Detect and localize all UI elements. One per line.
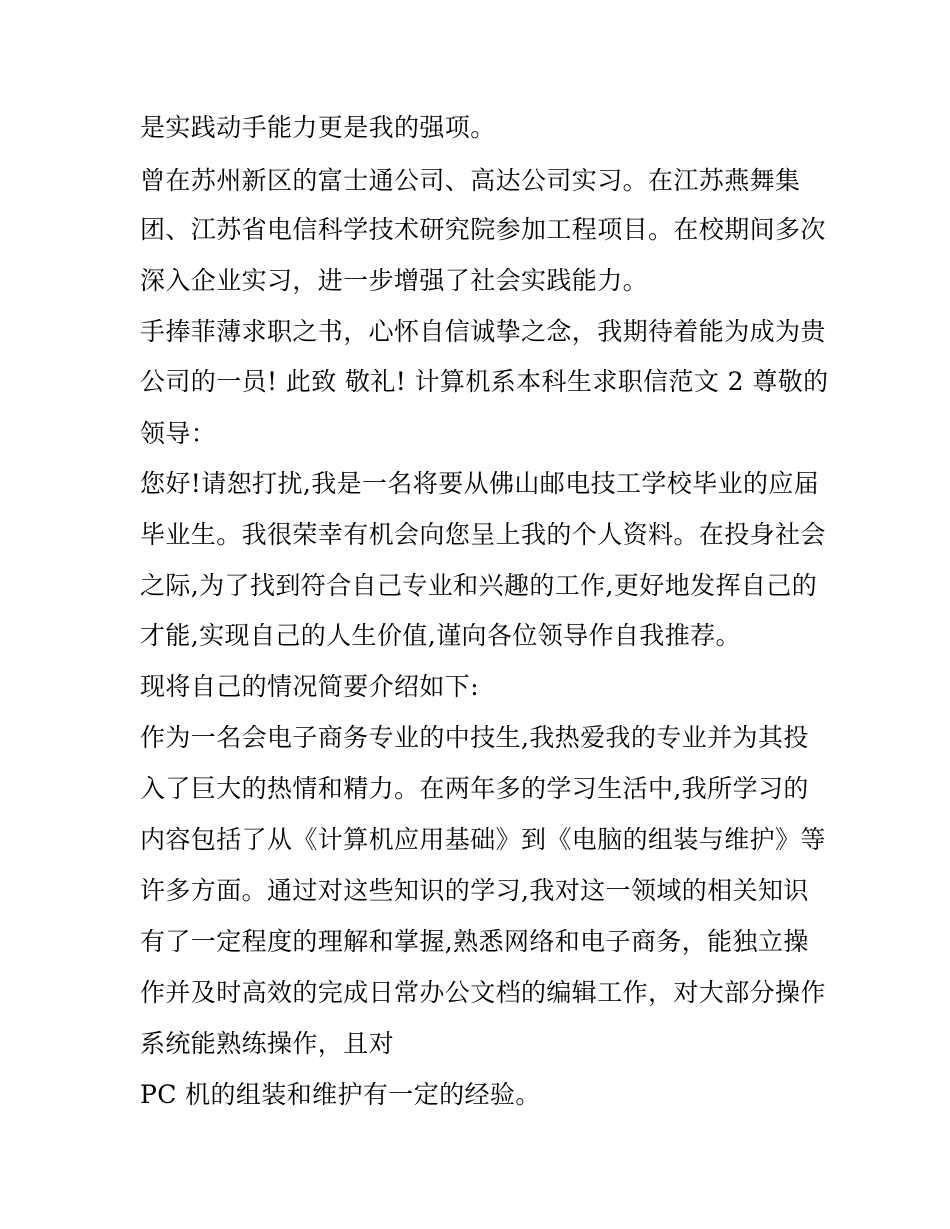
text-line: 系统能熟练操作，且对	[140, 1029, 395, 1058]
text-line: 曾在苏州新区的富士通公司、高达公司实习。在江苏燕舞集	[140, 166, 801, 195]
text-line: 领导：	[140, 419, 217, 448]
text-line: 入了巨大的热情和精力。在两年多的学习生活中,我所学习的	[140, 774, 809, 803]
text-line: 作并及时高效的完成日常办公文档的编辑工作，对大部分操作	[140, 978, 826, 1007]
text-line: 深入企业实习，进一步增强了社会实践能力。	[140, 266, 649, 295]
text-line: 许多方面。通过对这些知识的学习,我对这一领域的相关知识	[140, 876, 809, 905]
text-line: 是实践动手能力更是我的强项。	[140, 113, 496, 142]
text-line: 团、江苏省电信科学技术研究院参加工程项目。在校期间多次	[140, 215, 826, 244]
text-line: 公司的一员! 此致 敬礼! 计算机系本科生求职信范文 2 尊敬的	[140, 367, 829, 396]
text-line: PC 机的组装和维护有一定的经验。	[140, 1080, 541, 1109]
text-line: 现将自己的情况简要介绍如下:	[140, 672, 480, 701]
text-line: 作为一名会电子商务专业的中技生,我热爱我的专业并为其投	[140, 723, 809, 752]
text-line: 毕业生。我很荣幸有机会向您呈上我的个人资料。在投身社会	[140, 520, 826, 549]
text-line: 手捧菲薄求职之书，心怀自信诚挚之念，我期待着能为成为贵	[140, 317, 826, 346]
text-line: 有了一定程度的理解和掌握,熟悉网络和电子商务，能独立操	[140, 927, 809, 956]
text-line: 您好!请恕打扰,我是一名将要从佛山邮电技工学校毕业的应届	[140, 469, 820, 498]
text-line: 内容包括了从《计算机应用基础》到《电脑的组装与维护》等	[140, 825, 826, 854]
text-line: 之际,为了找到符合自己专业和兴趣的工作,更好地发挥自己的	[140, 571, 818, 600]
text-line: 才能,实现自己的人生价值,谨向各位领导作自我推荐。	[140, 621, 741, 650]
